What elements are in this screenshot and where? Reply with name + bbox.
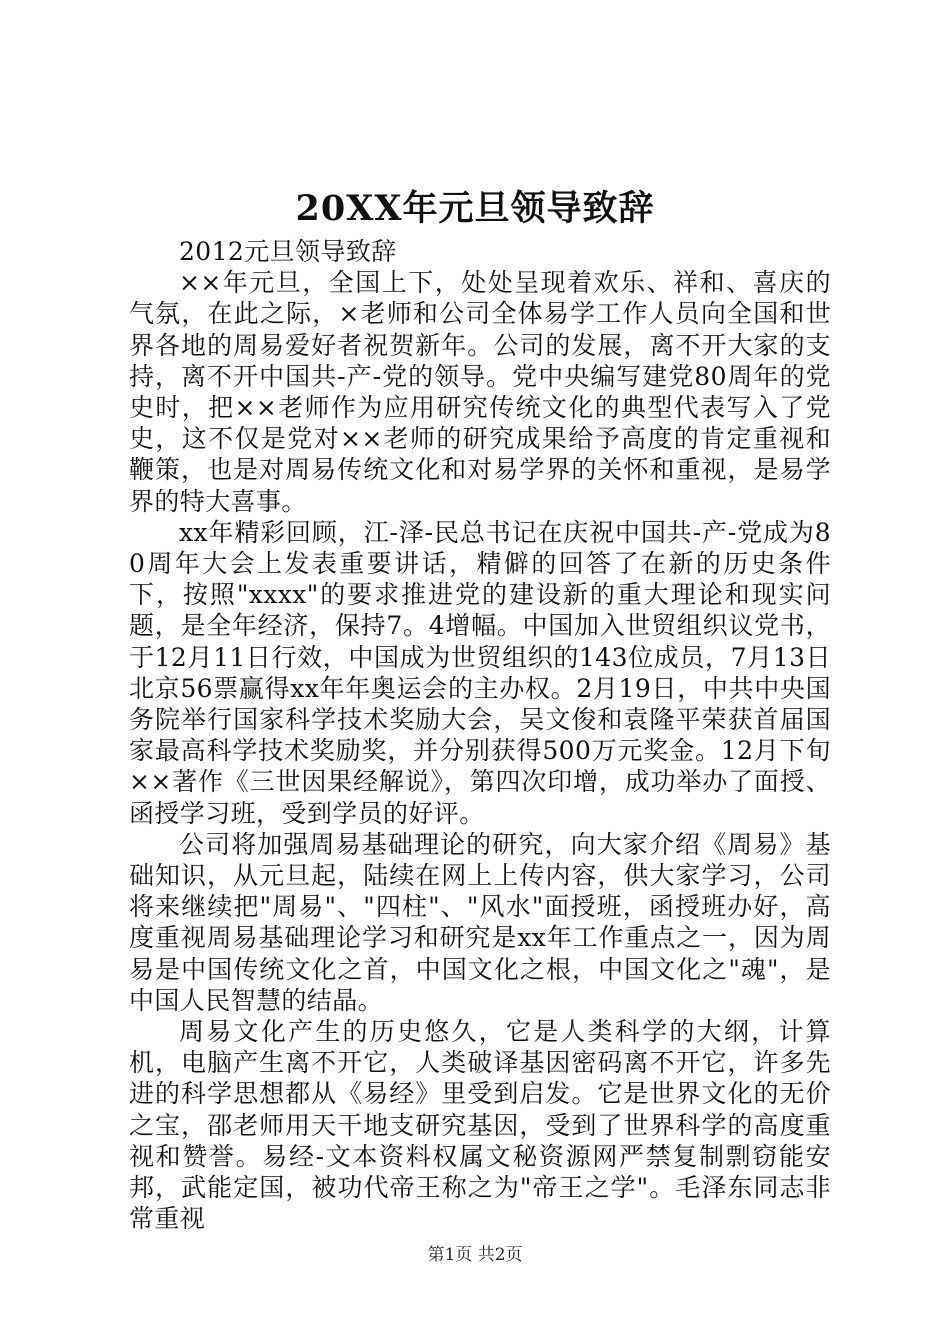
paragraph-plan: 公司将加强周易基础理论的研究，向大家介绍《周易》基础知识，从元旦起，陆续在网上上传内容，供大家学习，公司将来继续把"周易"、"四柱"、"风水"面授班，函授班办好，高度重视周易基础理论学习和研究是xx年工作重点之一，因为周易是中国传统文化之首，中国文化之根，中国文化之"魂"，是中国人民智慧的结晶。 [129, 829, 831, 1015]
document-body [129, 236, 831, 1235]
page-footer: 第1页 共2页 [427, 1245, 523, 1265]
paragraph-greeting: ××年元旦，全国上下，处处呈现着欢乐、祥和、喜庆的气氛，在此之际，×老师和公司全体易学工作人员向全国和世界各地的周易爱好者祝贺新年。公司的发展，离不开大家的支持，离不开中国共-产-党的领导。党中央编写建党80周年的党史时，把××老师作为应用研究传统文化的典型代表写入了党史，这不仅是党对××老师的研究成果给予高度的肯定重视和鞭策，也是对周易传统文化和对易学界的关怀和重视，是易学界的特大喜事。 [129, 268, 831, 516]
document-title: 20XX年元旦领导致辞 [295, 188, 655, 229]
paragraph-history: 周易文化产生的历史悠久，它是人类科学的大纲，计算机，电脑产生离不开它，人类破译基因密码离不开它，许多先进的科学思想都从《易经》里受到启发。它是世界文化的无价之宝，邵老师用天干地支研究基因，受到了世界科学的高度重视和赞誉。易经-文本资料权属文秘资源网严禁复制剽窃能安邦，武能定国，被功代帝王称之为"帝王之学"。毛泽东同志非常重视 [129, 1017, 831, 1234]
paragraph-review: xx年精彩回顾，江-泽-民总书记在庆祝中国共-产-党成为80周年大会上发表重要讲话，精僻的回答了在新的历史条件下，按照"xxxx"的要求推进党的建设新的重大理论和现实问题，是全年经济，保持7。4增幅。中国加入世贸组织议党书，于12月11日行效，中国成为世贸组织的143位成员，7月13日北京56票赢得xx年年奥运会的主办权。2月19日，中共中央国务院举行国家科学技术奖励大会，吴文俊和袁隆平荣获首届国家最高科学技术奖励奖，并分别获得500万元奖金。12月下旬××著作《三世因果经解说》，第四次印增，成功举办了面授、函授学习班，受到学员的好评。 [129, 517, 831, 828]
paragraph-subtitle: 2012元旦领导致辞 [179, 237, 397, 266]
